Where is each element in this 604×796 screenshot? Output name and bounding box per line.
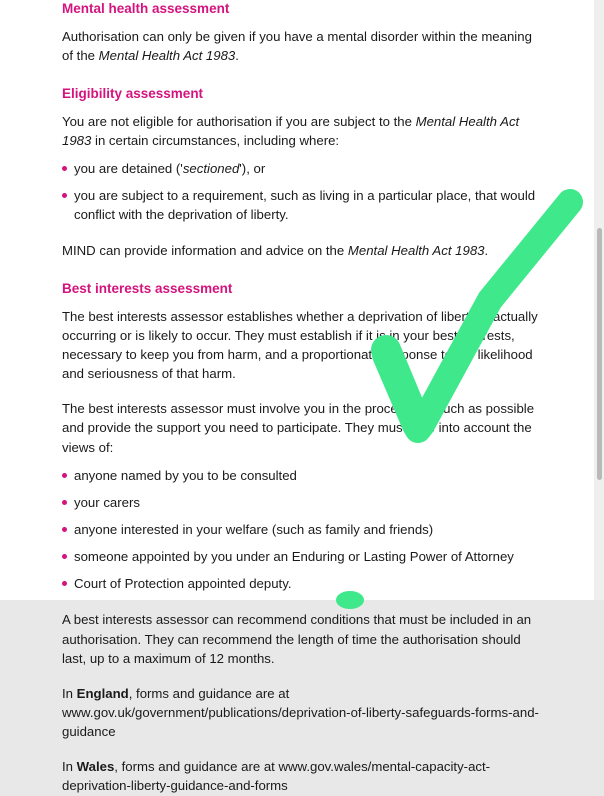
list-item: you are subject to a requirement, such as living in a particular place, that would conflict with the deprivation of liberty.	[62, 186, 542, 224]
bullet-list	[62, 466, 542, 594]
list-item: anyone named by you to be consulted	[62, 466, 542, 485]
list-item: anyone interested in your welfare (such as family and friends)	[62, 520, 542, 539]
list-item: you are detained ('sectioned'), or	[62, 159, 542, 178]
section-best-interests-assessment	[62, 280, 542, 796]
list-item: someone appointed by you under an Enduring or Lasting Power of Attorney	[62, 547, 542, 566]
section-paragraph-wales: In Wales, forms and guidance are at www.gov.wales/mental-capacity-act-deprivation-liberty-guidance-and-forms	[62, 759, 491, 794]
vertical-scrollbar-track[interactable]	[594, 0, 604, 600]
list-item: Court of Protection appointed deputy.	[62, 574, 542, 593]
section-paragraph: The best interests assessor establishes whether a deprivation of liberty is actually occurring or is likely to occur. They must establish if it is in your best interests, necessary to keep you from harm, and a proportionate response to the likelihood and seriousness of that harm.	[62, 308, 538, 382]
section-heading: Mental health assessment	[62, 1, 230, 16]
section-paragraph: MIND can provide information and advice on the Mental Health Act 1983.	[62, 243, 489, 259]
section-paragraph: Authorisation can only be given if you have a mental disorder within the meaning of the Mental Health Act 1983.	[62, 29, 532, 64]
section-paragraph-england: In England, forms and guidance are at www.gov.uk/government/publications/deprivation-of-liberty-safeguards-forms-and-guidance	[62, 685, 539, 740]
vertical-scrollbar-thumb[interactable]	[597, 228, 602, 480]
section-heading: Best interests assessment	[62, 280, 233, 296]
section-paragraph: A best interests assessor can recommend conditions that must be included in an authorisation. They can recommend the length of time the authorisation should last, up to a maximum of 12 months.	[62, 612, 532, 666]
section-paragraph: You are not eligible for authorisation if you are subject to the Mental Health Act 1983 in certain circumstances, including where:	[62, 113, 520, 148]
section-eligibility-assessment	[62, 85, 542, 261]
section-heading: Eligibility assessment	[62, 85, 204, 101]
section-paragraph: The best interests assessor must involve you in the process as much as possible and provide the support you need to participate. They must take into account the views of:	[62, 401, 535, 455]
section-mental-health-assessment	[62, 0, 542, 66]
list-item: your carers	[62, 493, 542, 512]
bullet-list	[62, 159, 542, 224]
